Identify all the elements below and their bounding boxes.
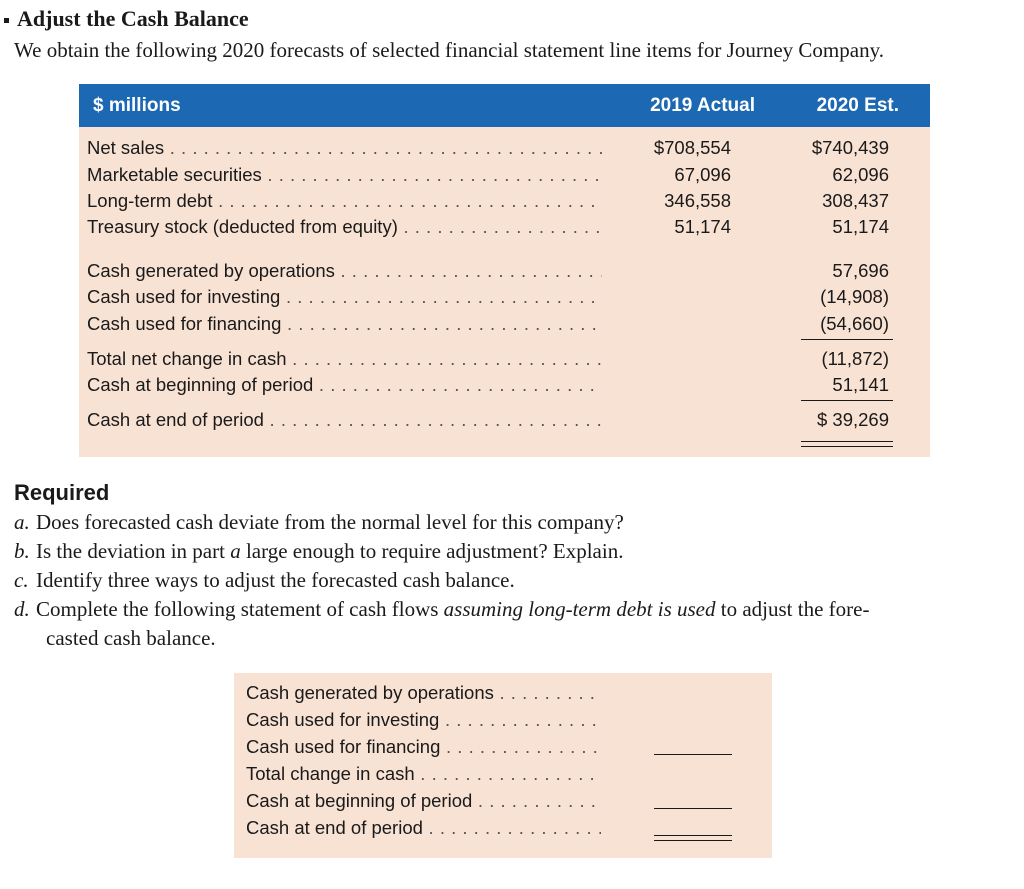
- problem-title: [4, 6, 249, 32]
- row-label: Cash at end of period . . .: [87, 409, 602, 431]
- table-row: [234, 708, 772, 735]
- question-d: d. Complete the following statement of cash flows assuming long-term debt is used to adjust the fore-: [14, 597, 870, 621]
- intro-text: We obtain the following 2020 forecasts of selected financial statement line items for Journey Company.: [14, 38, 884, 62]
- value-2020: 57,696: [832, 260, 889, 281]
- question-b: b. Is the deviation in part a large enough to require adjustment? Explain.: [14, 539, 624, 563]
- header-2020-est: 2020 Est.: [816, 95, 899, 116]
- row-label: Cash used for investing . . .: [87, 286, 602, 308]
- question-d-continued: casted cash balance.: [46, 626, 216, 650]
- row-label: Long-term debt . . .: [87, 190, 602, 212]
- table-row: [79, 373, 930, 399]
- title-text: Adjust the Cash Balance: [17, 6, 249, 31]
- table-row: [79, 285, 930, 311]
- row-label: Cash generated by operations . . .: [246, 682, 601, 704]
- value-2020: (14,908): [820, 286, 889, 307]
- double-rule-top: [801, 441, 893, 442]
- table-row: [234, 681, 772, 708]
- value-2020: (54,660): [820, 313, 889, 334]
- value-2020: $ 39,269: [816, 409, 889, 430]
- value-2020: 308,437: [822, 190, 889, 211]
- table-row: [234, 816, 772, 843]
- table-row: [234, 735, 772, 762]
- value-2020: 62,096: [832, 164, 889, 185]
- answer-blank-double-top[interactable]: [654, 835, 732, 836]
- row-label: Cash generated by operations . . .: [87, 260, 602, 282]
- subtotal-rule: [801, 400, 893, 401]
- double-rule-bottom: [801, 446, 893, 447]
- table-row: [79, 347, 930, 373]
- subtotal-rule: [801, 339, 893, 340]
- value-2020: 51,141: [832, 374, 889, 395]
- table-row: [79, 215, 930, 241]
- required-heading: Required: [14, 480, 110, 505]
- row-label: Total net change in cash . . .: [87, 348, 602, 370]
- header-label: $ millions: [93, 95, 181, 116]
- value-2020: 51,174: [832, 216, 889, 237]
- answer-blank[interactable]: [654, 808, 732, 809]
- row-label: Total change in cash . . .: [246, 763, 601, 785]
- value-2019: 67,096: [674, 164, 731, 185]
- table-row: [79, 189, 930, 215]
- table-row: [79, 136, 930, 162]
- answer-blank[interactable]: [654, 754, 732, 755]
- row-label: Cash used for investing . . .: [246, 709, 601, 731]
- header-2019-actual: 2019 Actual: [650, 95, 755, 116]
- value-2020: (11,872): [821, 348, 889, 369]
- value-2019: 51,174: [674, 216, 731, 237]
- row-label: Marketable securities . . .: [87, 164, 602, 186]
- table-row: [79, 259, 930, 285]
- question-a: a. Does forecasted cash deviate from the normal level for this company?: [14, 510, 624, 534]
- row-label: Treasury stock (deducted from equity) . . .: [87, 216, 602, 238]
- row-label: Cash at beginning of period . . .: [246, 790, 601, 812]
- table-row: [234, 762, 772, 789]
- row-label: Cash at end of period . . .: [246, 817, 601, 839]
- row-label: Net sales . . .: [87, 137, 602, 159]
- value-2019: $708,554: [653, 137, 731, 158]
- row-label: Cash used for financing . . .: [87, 313, 602, 335]
- row-label: Cash at beginning of period . . .: [87, 374, 602, 396]
- answer-blank-double-bottom: [654, 840, 732, 841]
- table-row: [79, 408, 930, 434]
- table-header: [79, 84, 930, 127]
- forecast-table: [79, 84, 930, 457]
- row-label: Cash used for financing . . .: [246, 736, 601, 758]
- question-c: c. Identify three ways to adjust the forecasted cash balance.: [14, 568, 515, 592]
- table-row: [79, 312, 930, 338]
- value-2020: $740,439: [811, 137, 889, 158]
- table-row: [234, 789, 772, 816]
- cash-flow-statement-table: [234, 673, 772, 858]
- value-2019: 346,558: [664, 190, 731, 211]
- table-row: [79, 163, 930, 189]
- bullet-icon: [4, 18, 9, 23]
